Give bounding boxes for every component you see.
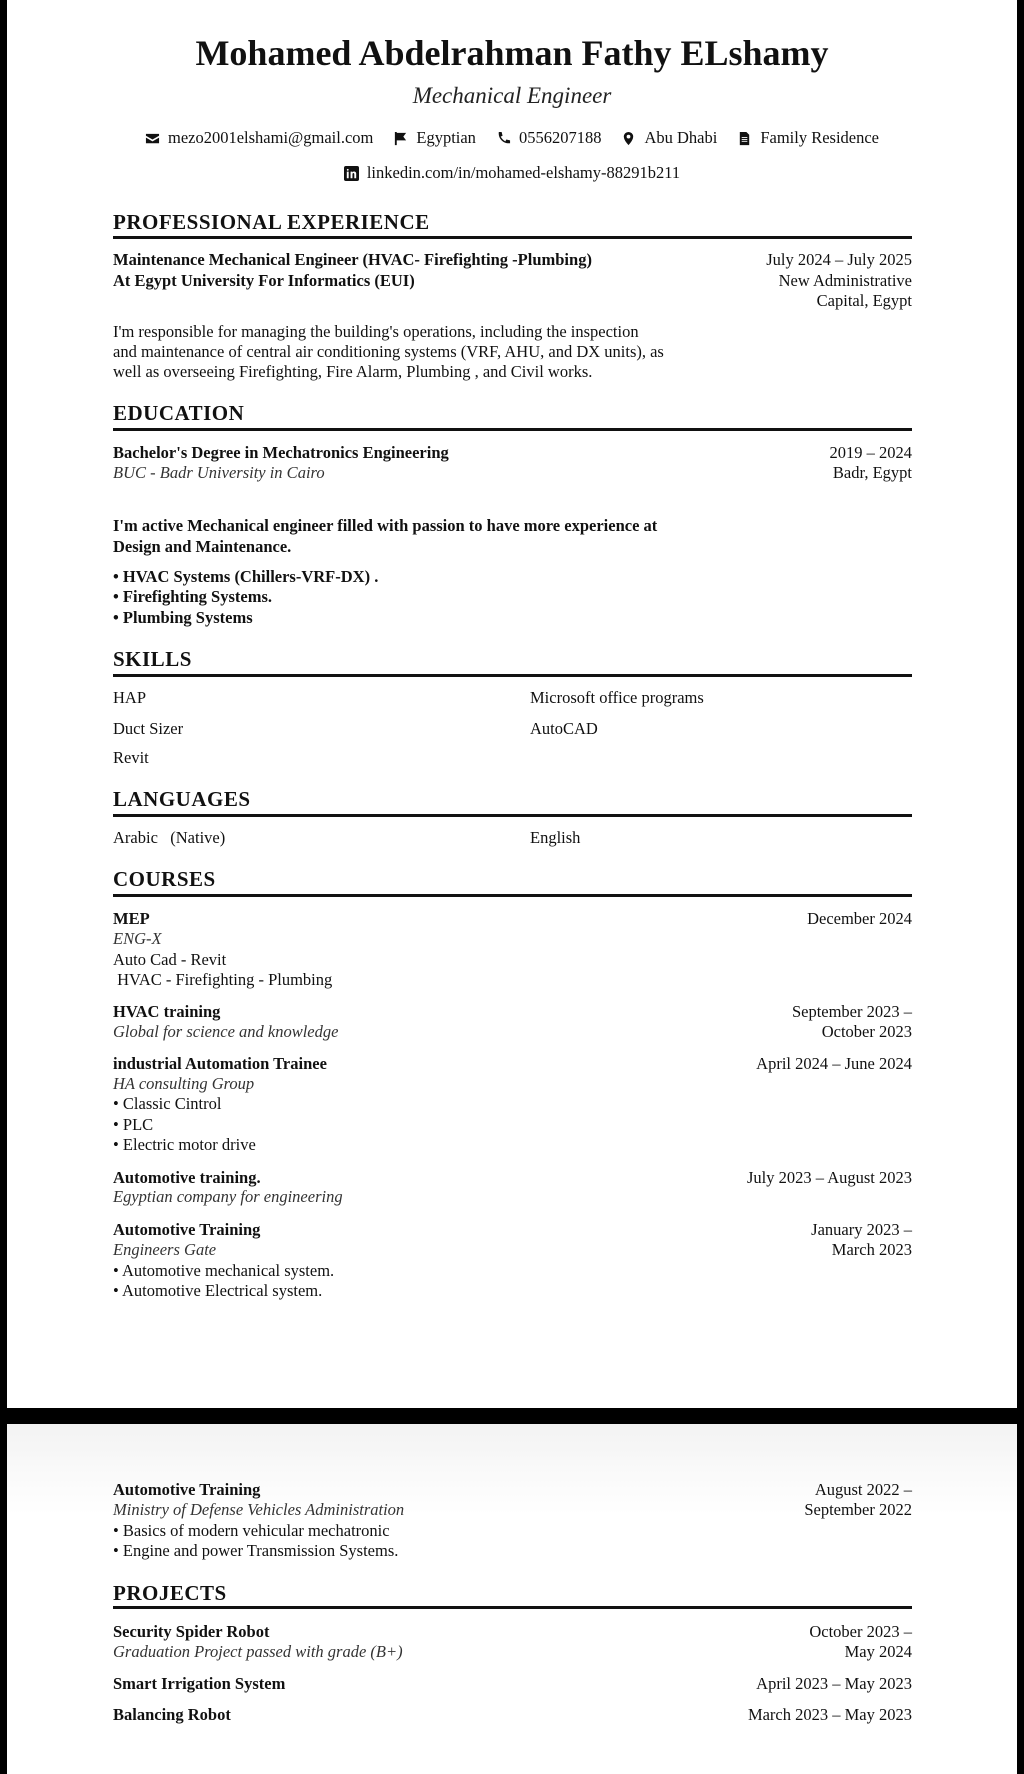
contact-location bbox=[621, 128, 717, 148]
course-title: HVAC training bbox=[113, 1002, 221, 1021]
phone-icon bbox=[496, 131, 511, 146]
course-dates: October 2023 bbox=[821, 1022, 912, 1041]
section-rule bbox=[113, 428, 912, 431]
course-bullet: • Automotive Electrical system. bbox=[113, 1281, 322, 1301]
email-text: mezo2001elshami@gmail.com bbox=[168, 128, 374, 147]
section-rule bbox=[113, 1606, 912, 1609]
envelope-icon bbox=[145, 131, 160, 146]
course-org: HA consulting Group bbox=[113, 1074, 255, 1093]
document-icon bbox=[737, 131, 752, 146]
course-bullet: • Electric motor drive bbox=[113, 1135, 256, 1155]
course-dates: September 2023 – bbox=[791, 1002, 912, 1021]
experience-location: New Administrative bbox=[778, 271, 912, 290]
course-title: Automotive Training bbox=[113, 1480, 261, 1499]
project-dates: April 2023 – May 2023 bbox=[756, 1674, 912, 1693]
course-dates: July 2023 – August 2023 bbox=[746, 1168, 912, 1187]
section-rule bbox=[113, 236, 912, 239]
contact-residence bbox=[737, 128, 879, 148]
experience-desc-line: and maintenance of central air conditioning systems (VRF, AHU, and DX units), as bbox=[113, 342, 664, 361]
contact-nationality bbox=[393, 128, 476, 148]
course-dates: April 2024 – June 2024 bbox=[756, 1054, 912, 1073]
project-title: Balancing Robot bbox=[113, 1705, 231, 1724]
education-school: BUC - Badr University in Cairo bbox=[113, 463, 325, 482]
course-bullet: • Automotive mechanical system. bbox=[113, 1261, 334, 1281]
course-dates: September 2022 bbox=[804, 1500, 912, 1519]
project-dates: May 2024 bbox=[844, 1642, 912, 1661]
nationality-text: Egyptian bbox=[416, 128, 476, 147]
education-summary: I'm active Mechanical engineer filled with passion to have more experience at bbox=[113, 516, 658, 535]
contact-info bbox=[0, 128, 1024, 148]
course-bullet: • Engine and power Transmission Systems. bbox=[113, 1541, 398, 1561]
section-rule bbox=[113, 814, 912, 817]
section-heading-experience: PROFESSIONAL EXPERIENCE bbox=[113, 210, 430, 234]
experience-desc-line: I'm responsible for managing the building's operations, including the inspection bbox=[113, 322, 639, 341]
linkedin-row bbox=[0, 163, 1024, 183]
course-org: Engineers Gate bbox=[113, 1240, 217, 1259]
experience-dates: July 2024 – July 2025 bbox=[766, 250, 912, 269]
course-dates: January 2023 – bbox=[811, 1220, 912, 1239]
course-bullet: • Classic Cintrol bbox=[113, 1094, 221, 1114]
project-title: Smart Irrigation System bbox=[113, 1674, 286, 1693]
course-dates: December 2024 bbox=[807, 909, 912, 928]
skill-item: Microsoft office programs bbox=[530, 688, 704, 707]
job-title: Mechanical Engineer bbox=[412, 83, 612, 108]
course-dates: August 2022 – bbox=[814, 1480, 912, 1499]
skill-item: HAP bbox=[113, 688, 147, 707]
language-item: English bbox=[530, 828, 581, 847]
experience-location: Capital, Egypt bbox=[816, 291, 912, 310]
education-bullet: • Plumbing Systems bbox=[113, 608, 253, 628]
location-text: Abu Dhabi bbox=[644, 128, 718, 147]
education-bullet: • HVAC Systems (Chillers-VRF-DX) . bbox=[113, 567, 378, 587]
course-org: Global for science and knowledge bbox=[113, 1022, 339, 1041]
course-title: Automotive Training bbox=[113, 1220, 261, 1239]
residence-text: Family Residence bbox=[760, 128, 879, 147]
contact-email[interactable] bbox=[145, 128, 373, 148]
linkedin-icon bbox=[344, 166, 359, 181]
course-dates: March 2023 bbox=[831, 1240, 912, 1259]
course-org: ENG-X bbox=[113, 929, 162, 948]
section-heading-courses: COURSES bbox=[113, 867, 216, 891]
education-location: Badr, Egypt bbox=[832, 463, 912, 482]
section-heading-projects: PROJECTS bbox=[113, 1581, 227, 1605]
map-pin-icon bbox=[621, 131, 636, 146]
course-title: MEP bbox=[113, 909, 150, 928]
education-summary: Design and Maintenance. bbox=[113, 537, 292, 556]
project-dates: October 2023 – bbox=[809, 1622, 912, 1641]
project-dates: March 2023 – May 2023 bbox=[747, 1705, 912, 1724]
experience-company: At Egypt University For Informatics (EUI) bbox=[113, 271, 415, 290]
section-heading-languages: LANGUAGES bbox=[113, 787, 251, 811]
education-degree: Bachelor's Degree in Mechatronics Engineering bbox=[113, 443, 449, 462]
flag-icon bbox=[393, 131, 408, 146]
course-title: Automotive training. bbox=[113, 1168, 261, 1187]
section-heading-skills: SKILLS bbox=[113, 647, 192, 671]
linkedin-text: linkedin.com/in/mohamed-elshamy-88291b211 bbox=[366, 163, 681, 182]
skill-item: AutoCAD bbox=[530, 719, 598, 738]
skill-item: Duct Sizer bbox=[113, 719, 184, 738]
experience-desc-line: well as overseeing Firefighting, Fire Alarm, Plumbing , and Civil works. bbox=[113, 362, 593, 381]
education-dates: 2019 – 2024 bbox=[829, 443, 912, 462]
education-bullet: • Firefighting Systems. bbox=[113, 587, 272, 607]
section-rule bbox=[113, 674, 912, 677]
course-line: Auto Cad - Revit bbox=[113, 950, 227, 969]
experience-role: Maintenance Mechanical Engineer (HVAC- Firefighting -Plumbing) bbox=[113, 250, 592, 269]
course-bullet: • Basics of modern vehicular mechatronic bbox=[113, 1521, 390, 1541]
course-title: industrial Automation Trainee bbox=[113, 1054, 327, 1073]
course-line: HVAC - Firefighting - Plumbing bbox=[113, 970, 333, 989]
linkedin-link[interactable] bbox=[344, 163, 680, 183]
language-item: Arabic (Native) bbox=[113, 828, 226, 847]
project-subtitle: Graduation Project passed with grade (B+) bbox=[113, 1642, 403, 1661]
project-title: Security Spider Robot bbox=[113, 1622, 270, 1641]
skill-item: Revit bbox=[113, 748, 149, 767]
course-org: Ministry of Defense Vehicles Administration bbox=[113, 1500, 405, 1519]
course-bullet: • PLC bbox=[113, 1115, 153, 1135]
course-org: Egyptian company for engineering bbox=[113, 1187, 343, 1206]
phone-text: 0556207188 bbox=[518, 128, 602, 147]
contact-phone[interactable] bbox=[496, 128, 602, 148]
candidate-name: Mohamed Abdelrahman Fathy ELshamy bbox=[195, 33, 829, 73]
section-rule bbox=[113, 894, 912, 897]
section-heading-education: EDUCATION bbox=[113, 401, 245, 425]
